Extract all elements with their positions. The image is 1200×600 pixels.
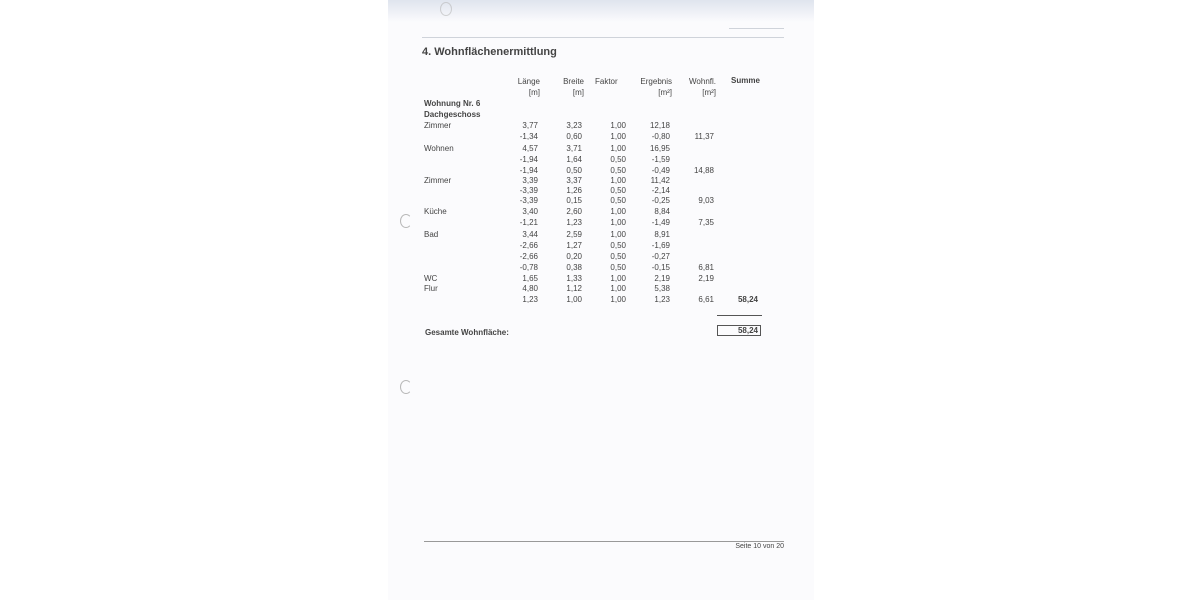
col-header-laenge-unit: [m] [528, 88, 540, 97]
total-value: 58,24 [737, 326, 758, 335]
wohnfl-cell: 7,35 [698, 218, 714, 227]
wohnfl-cell: 14,88 [693, 166, 714, 175]
laenge-cell: -1,94 [519, 155, 538, 164]
col-header-ergebnis: Ergebnis [640, 77, 672, 86]
document-page [388, 0, 814, 600]
page-number: Seite 10 von 20 [735, 543, 784, 550]
ergebnis-cell: -2,14 [651, 186, 670, 195]
col-header-ergebnis-unit: [m²] [658, 88, 672, 97]
faktor-cell: 0,50 [610, 252, 626, 261]
room-name-cell: Küche [424, 207, 447, 216]
section-title: 4. Wohnflächenermittlung [422, 46, 557, 58]
breite-cell: 1,64 [566, 155, 582, 164]
faktor-cell: 1,00 [610, 218, 626, 227]
laenge-cell: -2,66 [519, 252, 538, 261]
room-name-cell: Wohnen [424, 144, 454, 153]
ergebnis-cell: 8,84 [654, 207, 670, 216]
breite-cell: 1,27 [566, 241, 582, 250]
wohnfl-cell: 2,19 [698, 274, 714, 283]
laenge-cell: 3,44 [522, 230, 538, 239]
faktor-cell: 1,00 [610, 230, 626, 239]
header-rule-short [729, 28, 784, 29]
ergebnis-cell: -0,25 [651, 196, 670, 205]
breite-cell: 0,50 [566, 166, 582, 175]
laenge-cell: 4,57 [522, 144, 538, 153]
faktor-cell: 0,50 [610, 196, 626, 205]
breite-cell: 1,23 [566, 218, 582, 227]
laenge-cell: 3,40 [522, 207, 538, 216]
wohnfl-cell: 6,81 [698, 263, 714, 272]
unit-label: Wohnung Nr. 6 [424, 99, 481, 108]
laenge-cell: -1,34 [519, 132, 538, 141]
breite-cell: 2,59 [566, 230, 582, 239]
wohnfl-cell: 9,03 [698, 196, 714, 205]
faktor-cell: 0,50 [610, 241, 626, 250]
header-rule [422, 37, 784, 38]
laenge-cell: 3,77 [522, 121, 538, 130]
laenge-cell: 3,39 [522, 176, 538, 185]
ergebnis-cell: -0,49 [651, 166, 670, 175]
ergebnis-cell: 16,95 [649, 144, 670, 153]
breite-cell: 3,37 [566, 176, 582, 185]
breite-cell: 3,71 [566, 144, 582, 153]
faktor-cell: 1,00 [610, 284, 626, 293]
faktor-cell: 1,00 [610, 132, 626, 141]
laenge-cell: -3,39 [519, 196, 538, 205]
faktor-cell: 1,00 [610, 176, 626, 185]
laenge-cell: -2,66 [519, 241, 538, 250]
ergebnis-cell: 5,38 [654, 284, 670, 293]
scan-top-edge [388, 0, 814, 22]
punch-hole-mark [400, 380, 412, 394]
breite-cell: 1,33 [566, 274, 582, 283]
col-header-breite: Breite [563, 77, 584, 86]
laenge-cell: 4,80 [522, 284, 538, 293]
floor-label: Dachgeschoss [424, 110, 481, 119]
breite-cell: 0,20 [566, 252, 582, 261]
room-name-cell: Flur [424, 284, 438, 293]
faktor-cell: 0,50 [610, 263, 626, 272]
ergebnis-cell: 2,19 [654, 274, 670, 283]
ergebnis-cell: 12,18 [649, 121, 670, 130]
breite-cell: 0,60 [566, 132, 582, 141]
ergebnis-cell: -1,69 [651, 241, 670, 250]
breite-cell: 1,00 [566, 295, 582, 304]
room-name-cell: Bad [424, 230, 439, 239]
faktor-cell: 1,00 [610, 144, 626, 153]
col-header-summe: Summe [731, 76, 760, 85]
faktor-cell: 0,50 [610, 155, 626, 164]
punch-hole-mark [400, 214, 412, 228]
ergebnis-cell: 1,23 [654, 295, 670, 304]
wohnfl-cell: 11,37 [694, 132, 714, 141]
ergebnis-cell: -1,59 [651, 155, 670, 164]
col-header-wohnfl-unit: [m²] [702, 88, 716, 97]
breite-cell: 3,23 [566, 121, 582, 130]
laenge-cell: -3,39 [519, 186, 538, 195]
ergebnis-cell: -0,27 [651, 252, 670, 261]
faktor-cell: 1,00 [610, 295, 626, 304]
breite-cell: 0,15 [566, 196, 582, 205]
ergebnis-cell: -0,80 [651, 132, 670, 141]
ergebnis-cell: 11,42 [650, 176, 670, 185]
laenge-cell: -1,21 [519, 218, 538, 227]
col-header-faktor: Faktor [595, 77, 618, 86]
punch-hole-mark [440, 2, 452, 16]
room-name-cell: Zimmer [424, 121, 452, 130]
col-header-laenge: Länge [517, 77, 540, 86]
room-name-cell: WC [424, 274, 438, 283]
breite-cell: 1,26 [566, 186, 582, 195]
breite-cell: 1,12 [566, 284, 582, 293]
col-header-breite-unit: [m] [572, 88, 584, 97]
laenge-cell: -1,94 [519, 166, 538, 175]
faktor-cell: 0,50 [610, 186, 626, 195]
laenge-cell: 1,65 [522, 274, 538, 283]
sum-underline [717, 315, 762, 316]
ergebnis-cell: -0,15 [651, 263, 670, 272]
faktor-cell: 0,50 [610, 166, 626, 175]
ergebnis-cell: 8,91 [654, 230, 670, 239]
ergebnis-cell: -1,49 [651, 218, 670, 227]
col-header-wohnfl: Wohnfl. [689, 77, 716, 86]
total-label: Gesamte Wohnfläche: [425, 328, 509, 337]
summe-cell: 58,24 [737, 295, 758, 304]
laenge-cell: -0,78 [519, 263, 538, 272]
faktor-cell: 1,00 [610, 274, 626, 283]
breite-cell: 0,38 [566, 263, 582, 272]
laenge-cell: 1,23 [522, 295, 538, 304]
wohnfl-cell: 6,61 [698, 295, 714, 304]
breite-cell: 2,60 [566, 207, 582, 216]
room-name-cell: Zimmer [424, 176, 452, 185]
faktor-cell: 1,00 [610, 207, 626, 216]
faktor-cell: 1,00 [610, 121, 626, 130]
